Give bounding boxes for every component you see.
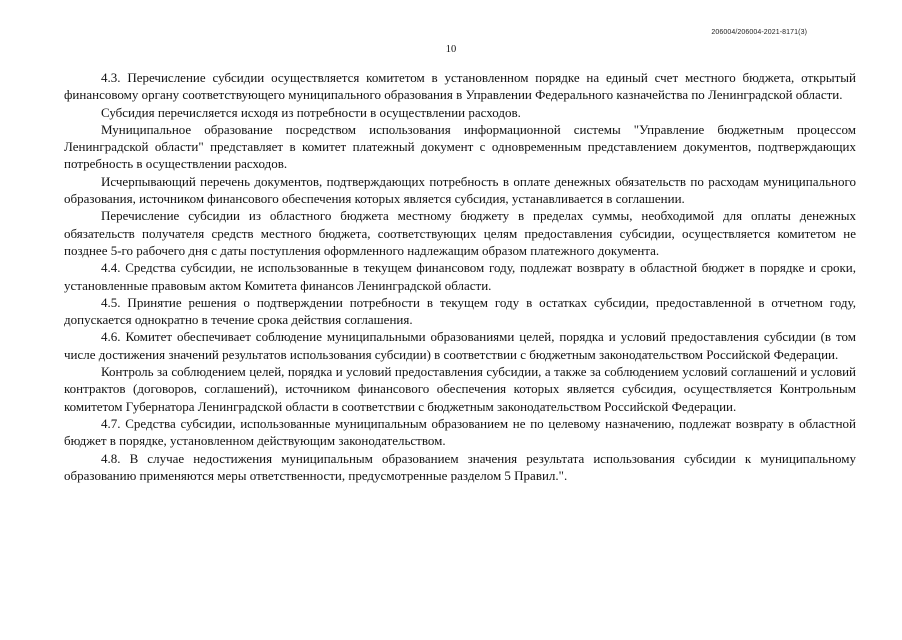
paragraph-4-6: 4.6. Комитет обеспечивает соблюдение муниципальными образованиями целей, порядка и условий предоставления субсидии (в том числе достижения значений результатов использования субсидии) в соответствии с бюджетным законодательством Российской Федерации. xyxy=(64,329,856,362)
paragraph-4-8: 4.8. В случае недостижения муниципальным образованием значения результата использования субсидии к муниципальному образованию применяются меры ответственности, предусмотренные разделом 5 Правил.". xyxy=(64,450,856,483)
document-body xyxy=(64,69,856,484)
paragraph-transfer-terms: Перечисление субсидии из областного бюджета местному бюджету в пределах суммы, необходимой для оплаты денежных обязательств получателя средств местного бюджета, соответствующих целям предоставления субсидии, осуществляется комитетом не позднее 5-го рабочего дня с даты поступления оформленного надлежащим образом платежного документа. xyxy=(64,208,856,258)
paragraph-4-7: 4.7. Средства субсидии, использованные муниципальным образованием не по целевому назначению, подлежат возврату в областной бюджет в порядке, установленном действующим законодательством. xyxy=(64,415,856,449)
paragraph-info-system: Муниципальное образование посредством использования информационной системы "Управление бюджетным процессом Ленинградской области" представляет в комитет платежный документ с одновременным представлением документов, подтверждающих потребность в осуществлении расходов. xyxy=(64,121,856,172)
paragraph-document-list: Исчерпывающий перечень документов, подтверждающих потребность в оплате денежных обязательств по расходам муниципального образования, источником финансового обеспечения которых является субсидия, устанавливается в соглашении. xyxy=(64,173,856,207)
document-id: 206004/206004-2021-8171(3) xyxy=(711,29,807,36)
paragraph-control: Контроль за соблюдением целей, порядка и условий предоставления субсидии, а также за соблюдением условий соглашений и условий контрактов (договоров, соглашений), источником финансового обеспечения которых является субсидия, осуществляется Контрольным комитетом Губернатора Ленинградской области в соответствии с бюджетным законодательством Российской Федерации. xyxy=(64,364,856,414)
paragraph-4-5: 4.5. Принятие решения о подтверждении потребности в текущем году в остатках субсидии, предоставленной в отчетном году, допускается однократно в течение срока действия соглашения. xyxy=(64,294,856,328)
paragraph-4-4: 4.4. Средства субсидии, не использованные в текущем финансовом году, подлежат возврату в областной бюджет в порядке и сроки, установленные правовым актом Комитета финансов Ленинградской области. xyxy=(64,260,856,293)
paragraph-4-3: 4.3. Перечисление субсидии осуществляется комитетом в установленном порядке на единый счет местного бюджета, открытый финансовому органу соответствующего муниципального образования в Управлении Федерального казначейства по Ленинградской области. xyxy=(64,70,856,103)
paragraph-subsidy-transfer: Субсидия перечисляется исходя из потребности в осуществлении расходов. xyxy=(101,104,521,120)
page-number: 10 xyxy=(445,44,457,55)
